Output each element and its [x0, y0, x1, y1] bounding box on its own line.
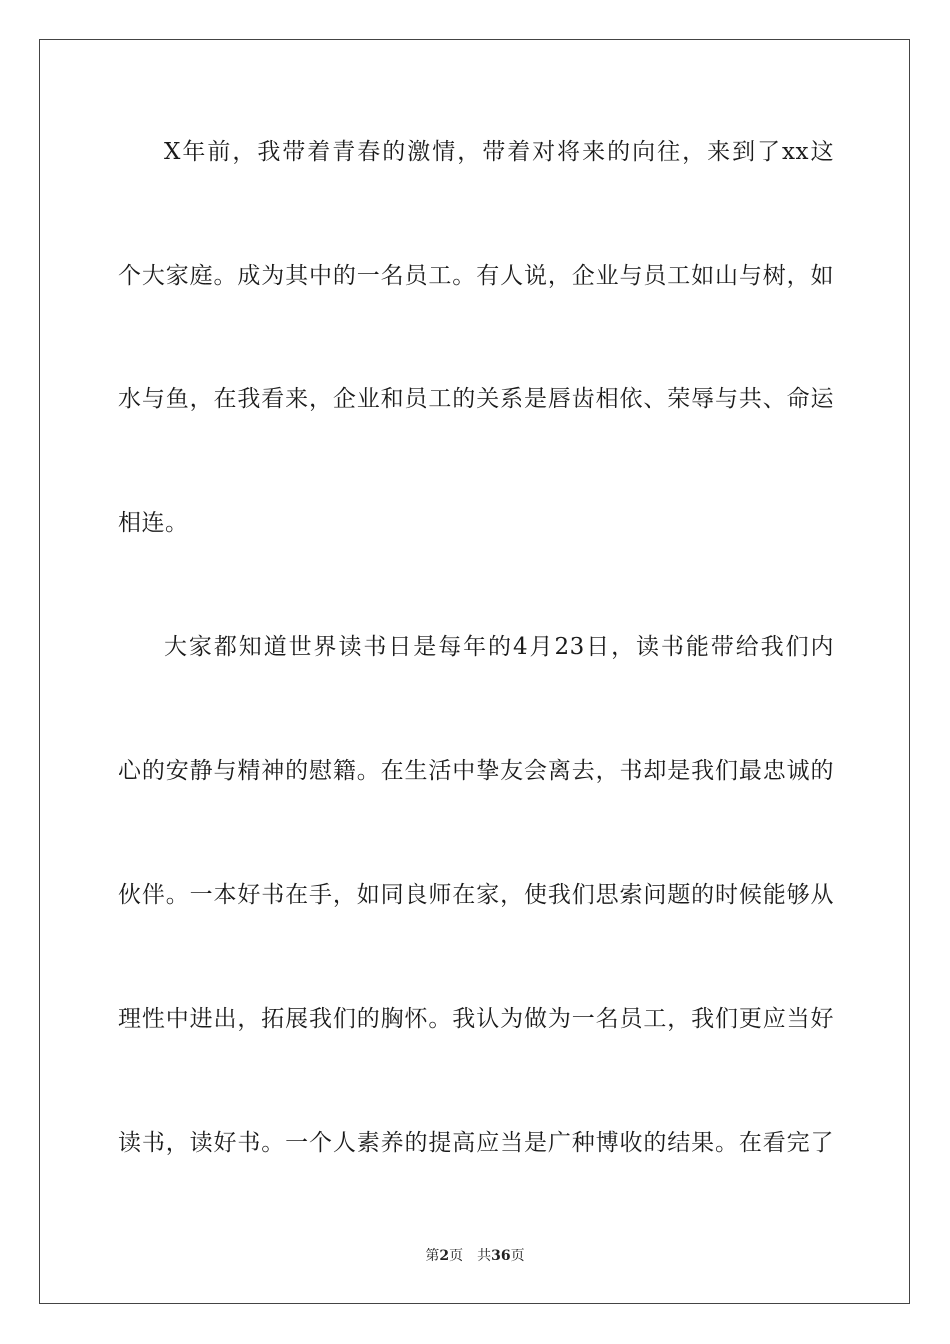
footer-page-number: 2	[439, 1248, 450, 1264]
paragraph-1-line-3: 水与鱼，在我看来，企业和员工的关系是唇齿相依、荣辱与共、命运	[118, 386, 834, 412]
page-frame	[39, 39, 910, 1304]
paragraph-2-line-1: 大家都知道世界读书日是每年的4月23日，读书能带给我们内	[164, 634, 834, 660]
paragraph-1-line-4: 相连。	[118, 510, 189, 536]
footer-total-suffix: 页	[510, 1248, 525, 1264]
paragraph-1-line-2: 个大家庭。成为其中的一名员工。有人说，企业与员工如山与树，如	[118, 263, 834, 289]
footer-page-suffix: 页	[449, 1248, 464, 1264]
paragraph-2-line-3: 伙伴。一本好书在手，如同良师在家，使我们思索问题的时候能够从	[118, 882, 834, 908]
paragraph-2-line-2: 心的安静与精神的慰籍。在生活中挚友会离去，书却是我们最忠诚的	[118, 758, 834, 784]
paragraph-2-line-5: 读书，读好书。一个人素养的提高应当是广种博收的结果。在看完了	[118, 1130, 834, 1156]
paragraph-1-line-1: X年前，我带着青春的激情，带着对将来的向往，来到了xx这	[164, 139, 834, 165]
footer-page-prefix: 第	[425, 1248, 440, 1264]
footer-total-pages: 36	[491, 1248, 511, 1264]
page-footer	[0, 1247, 950, 1265]
paragraph-2-line-4: 理性中进出，拓展我们的胸怀。我认为做为一名员工，我们更应当好	[118, 1006, 834, 1032]
footer-total-prefix: 共	[477, 1248, 492, 1264]
